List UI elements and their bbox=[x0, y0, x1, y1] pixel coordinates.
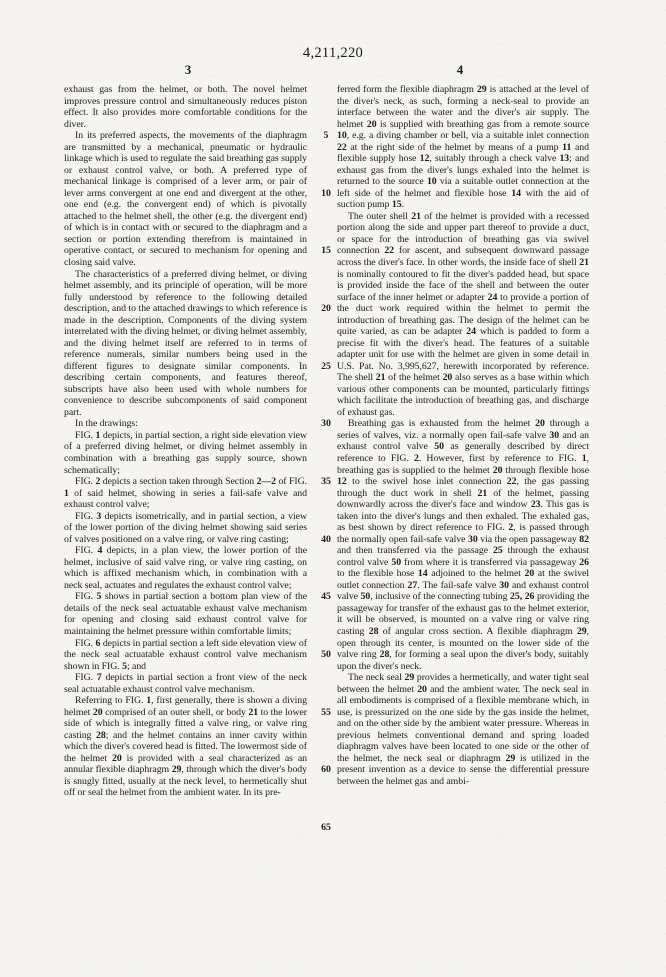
line-number: 60 bbox=[321, 764, 331, 776]
paragraph: FIG. 7 depicts in partial section a front view of the neck seal actuatable exhaust control valve mechanism. bbox=[64, 672, 307, 695]
paragraph: In its preferred aspects, the movements of the diaphragm are transmitted by a mechanical, pneumatic or hydraulic linkage which is used to regulate the said breathing gas supply or exhaust control valve, or both. A preferred type of mechanical linkage is comprised of a lever arm, or pair of lever arms convergent at one end and divergent at the other, one end (e.g. the convergent end) of which is pivotally attached to the helmet shell, the other (e.g. the divergent end) of which is in contact with or secured to the diaphragm and a section or portion extending therefrom is maintained in operative contact, or secured to mechanism for opening and closing said valve. bbox=[64, 130, 307, 268]
line-number: 25 bbox=[321, 360, 331, 372]
line-number: 35 bbox=[321, 476, 331, 488]
paragraph: exhaust gas from the helmet, or both. The novel helmet improves pressure control and simultaneously reduces piston effect. It also provides more comfortable conditions for the diver. bbox=[64, 84, 307, 130]
line-number: 45 bbox=[321, 591, 331, 603]
paragraph: FIG. 3 depicts isometrically, and in partial section, a view of the lower portion of the diving helmet showing said series of valves positioned on a valve ring, or valve ring casting; bbox=[64, 510, 307, 545]
column-right bbox=[337, 84, 589, 787]
paragraph: ferred form the flexible diaphragm 29 is attached at the level of the diver's neck, as such, forming a neck-seal to provide an interface between the water and the diver's air supply. The helmet 20 is supplied with breathing gas from a remote source 10, e.g. a diving chamber or bell, via a suitable inlet connection 22 at the right side of the helmet by means of a pump 11 and flexible supply hose 12, suitably through a check valve 13; and exhaust gas from the diver's lungs exhaled into the helmet is returned to the source 10 via a suitable outlet connection at the left side of the helmet and flexible hose 14 with the aid of suction pump 15. bbox=[337, 84, 590, 211]
line-number: 10 bbox=[321, 187, 331, 199]
paragraph: FIG. 6 depicts in partial section a left side elevation view of the neck seal actuatable exhaust control valve mechanism shown in FIG. 5; and bbox=[64, 637, 307, 672]
line-number: 30 bbox=[321, 418, 331, 430]
right-column-page-number: 4 bbox=[456, 62, 464, 77]
line-number: 55 bbox=[321, 706, 331, 718]
paragraph: The neck seal 29 provides a hermetically, and water tight seal between the helmet 20 and the ambient water. The neck seal in all embodiments is comprised of a flexible membrane which, in use, is pressurized on the one side by the gas inside the helmet, and on the other side by the ambient water pressure. Whereas in previous helmets conventional demand and spring loaded diaphragm valves have been located to one side or the other of the helmet, the neck seal or diaphragm 29 is utilized in the present invention as a device to sense the differential pressure between the helmet gas and ambi- bbox=[337, 672, 589, 787]
paragraph: The characteristics of a preferred diving helmet, or diving helmet assembly, and its principle of operation, will be more fully understood by reference to the following detailed description, and to the attached drawings to which reference is made in the description. Components of the diving system interrelated with the diving helmet, or diving helmet assembly, and the diving helmet itself are referred to in terms of reference numerals, similar numbers being used in the different figures to designate similar components. In describing certain components, and features thereof, subscripts have also been used with whole numbers for convenience to describe subcomponents of said component part. bbox=[64, 268, 307, 418]
left-column-page-number: 3 bbox=[184, 62, 192, 77]
line-number: 15 bbox=[321, 245, 331, 257]
line-number: 20 bbox=[321, 303, 331, 315]
paragraph: Referring to FIG. 1, first generally, there is shown a diving helmet 20 comprised of an outer shell, or body 21 to the lower side of which is integrally fitted a valve ring, or valve ring casting 28; and the helmet contains an inner cavity within which the diver's covered head is fitted. The lowermost side of the helmet 20 is provided with a seal characterized as an annular flexible diaphragm 29, through which the diver's body is snugly fitted, usually at the neck level, to hermetically shut off or seal the helmet from the ambient water. In its pre- bbox=[64, 695, 308, 799]
paragraph: In the drawings: bbox=[75, 418, 138, 430]
paragraph: FIG. 2 depicts a section taken through Section 2—2 of FIG. 1 of said helmet, showing in series a fail-safe valve and exhaust control valve; bbox=[64, 476, 307, 511]
paragraph: FIG. 4 depicts, in a plan view, the lower portion of the helmet, inclusive of said valve ring, or valve ring casting, on which is affixed mechanism which, in combination with a neck seal, actuates and regulates the exhaust control valve; bbox=[64, 545, 308, 591]
paragraph: The outer shell 21 of the helmet is provided with a recessed portion along the side and upper part thereof to provide a duct, or space for the introduction of breathing gas via swivel connection 22 for ascent, and subsequent downward passage across the diver's face. In other words, the inside face of shell 21 is nominally contoured to fit the diver's padded head, but space is provided inside the face of the shell and between the outer surface of the inner helmet or adapter 24 to provide a portion of the duct work required within the helmet to permit the introduction of breathing gas. The design of the helmet can be quite varied, as can be adapter 24 which is padded to form a precise fit with the diver's head. The features of a suitable adapter unit for use with the helmet are given in some detail in U.S. Pat. No. 3,995,627, herewith incorporated by reference. The shell 21 of the helmet 20 also serves as a base within which various other components can be mounted, particularly fittings which facilitate the introduction of breathing gas, and discharge of exhaust gas. bbox=[337, 210, 590, 418]
patent-number-header: 4,211,220 bbox=[302, 45, 364, 61]
column-left bbox=[64, 84, 307, 799]
line-number: 40 bbox=[321, 533, 331, 545]
paragraph: FIG. 5 shows in partial section a bottom plan view of the details of the neck seal actuatable exhaust valve mechanism for opening and closing said exhaust control valve for maintaining the helmet pressure within comfortable limits; bbox=[64, 591, 307, 637]
paragraph: Breathing gas is exhausted from the helmet 20 through a series of valves, viz. a normally open fail-safe valve 30 and an exhaust control valve 50 as generally described by direct reference to FIG. 2. However, first by reference to FIG. 1, breathing gas is supplied to the helmet 20 through flexible hose 12 to the swivel hose inlet connection 22, the gas passing through the duct work in shell 21 of the helmet, passing downwardly across the diver's face and window 23. This gas is taken into the diver's lungs and then exhaled. The exhaled gas, as best shown by direct reference to FIG. 2, is passed through the normally open fail-safe valve 30 via the open passageway 82 and then transferred via the passage 25 through the exhaust control valve 50 from where it is transferred via passageway 26 to the flexible hose 14 adjoined to the helmet 20 at the swivel outlet connection 27. The fail-safe valve 30 and exhaust control valve 50, inclusive of the connecting tubing 25, 26 providing the passageway for transfer of the exhaust gas to the helmet exterior, it will be observed, is mounted on a valve ring or valve ring casting 28 of angular cross section. A flexible diaphragm 29, open through its center, is mounted on the lower side of the valve ring 28, for forming a seal upon the diver's body, suitably upon the diver's neck. bbox=[337, 418, 590, 672]
line-number: 50 bbox=[321, 648, 331, 660]
line-number: 65 bbox=[321, 821, 331, 833]
line-number: 5 bbox=[323, 130, 329, 142]
paragraph: FIG. 1 depicts, in partial section, a right side elevation view of a preferred diving helmet, or diving helmet assembly in combination with a breathing gas supply source, shown schematically; bbox=[64, 429, 307, 476]
